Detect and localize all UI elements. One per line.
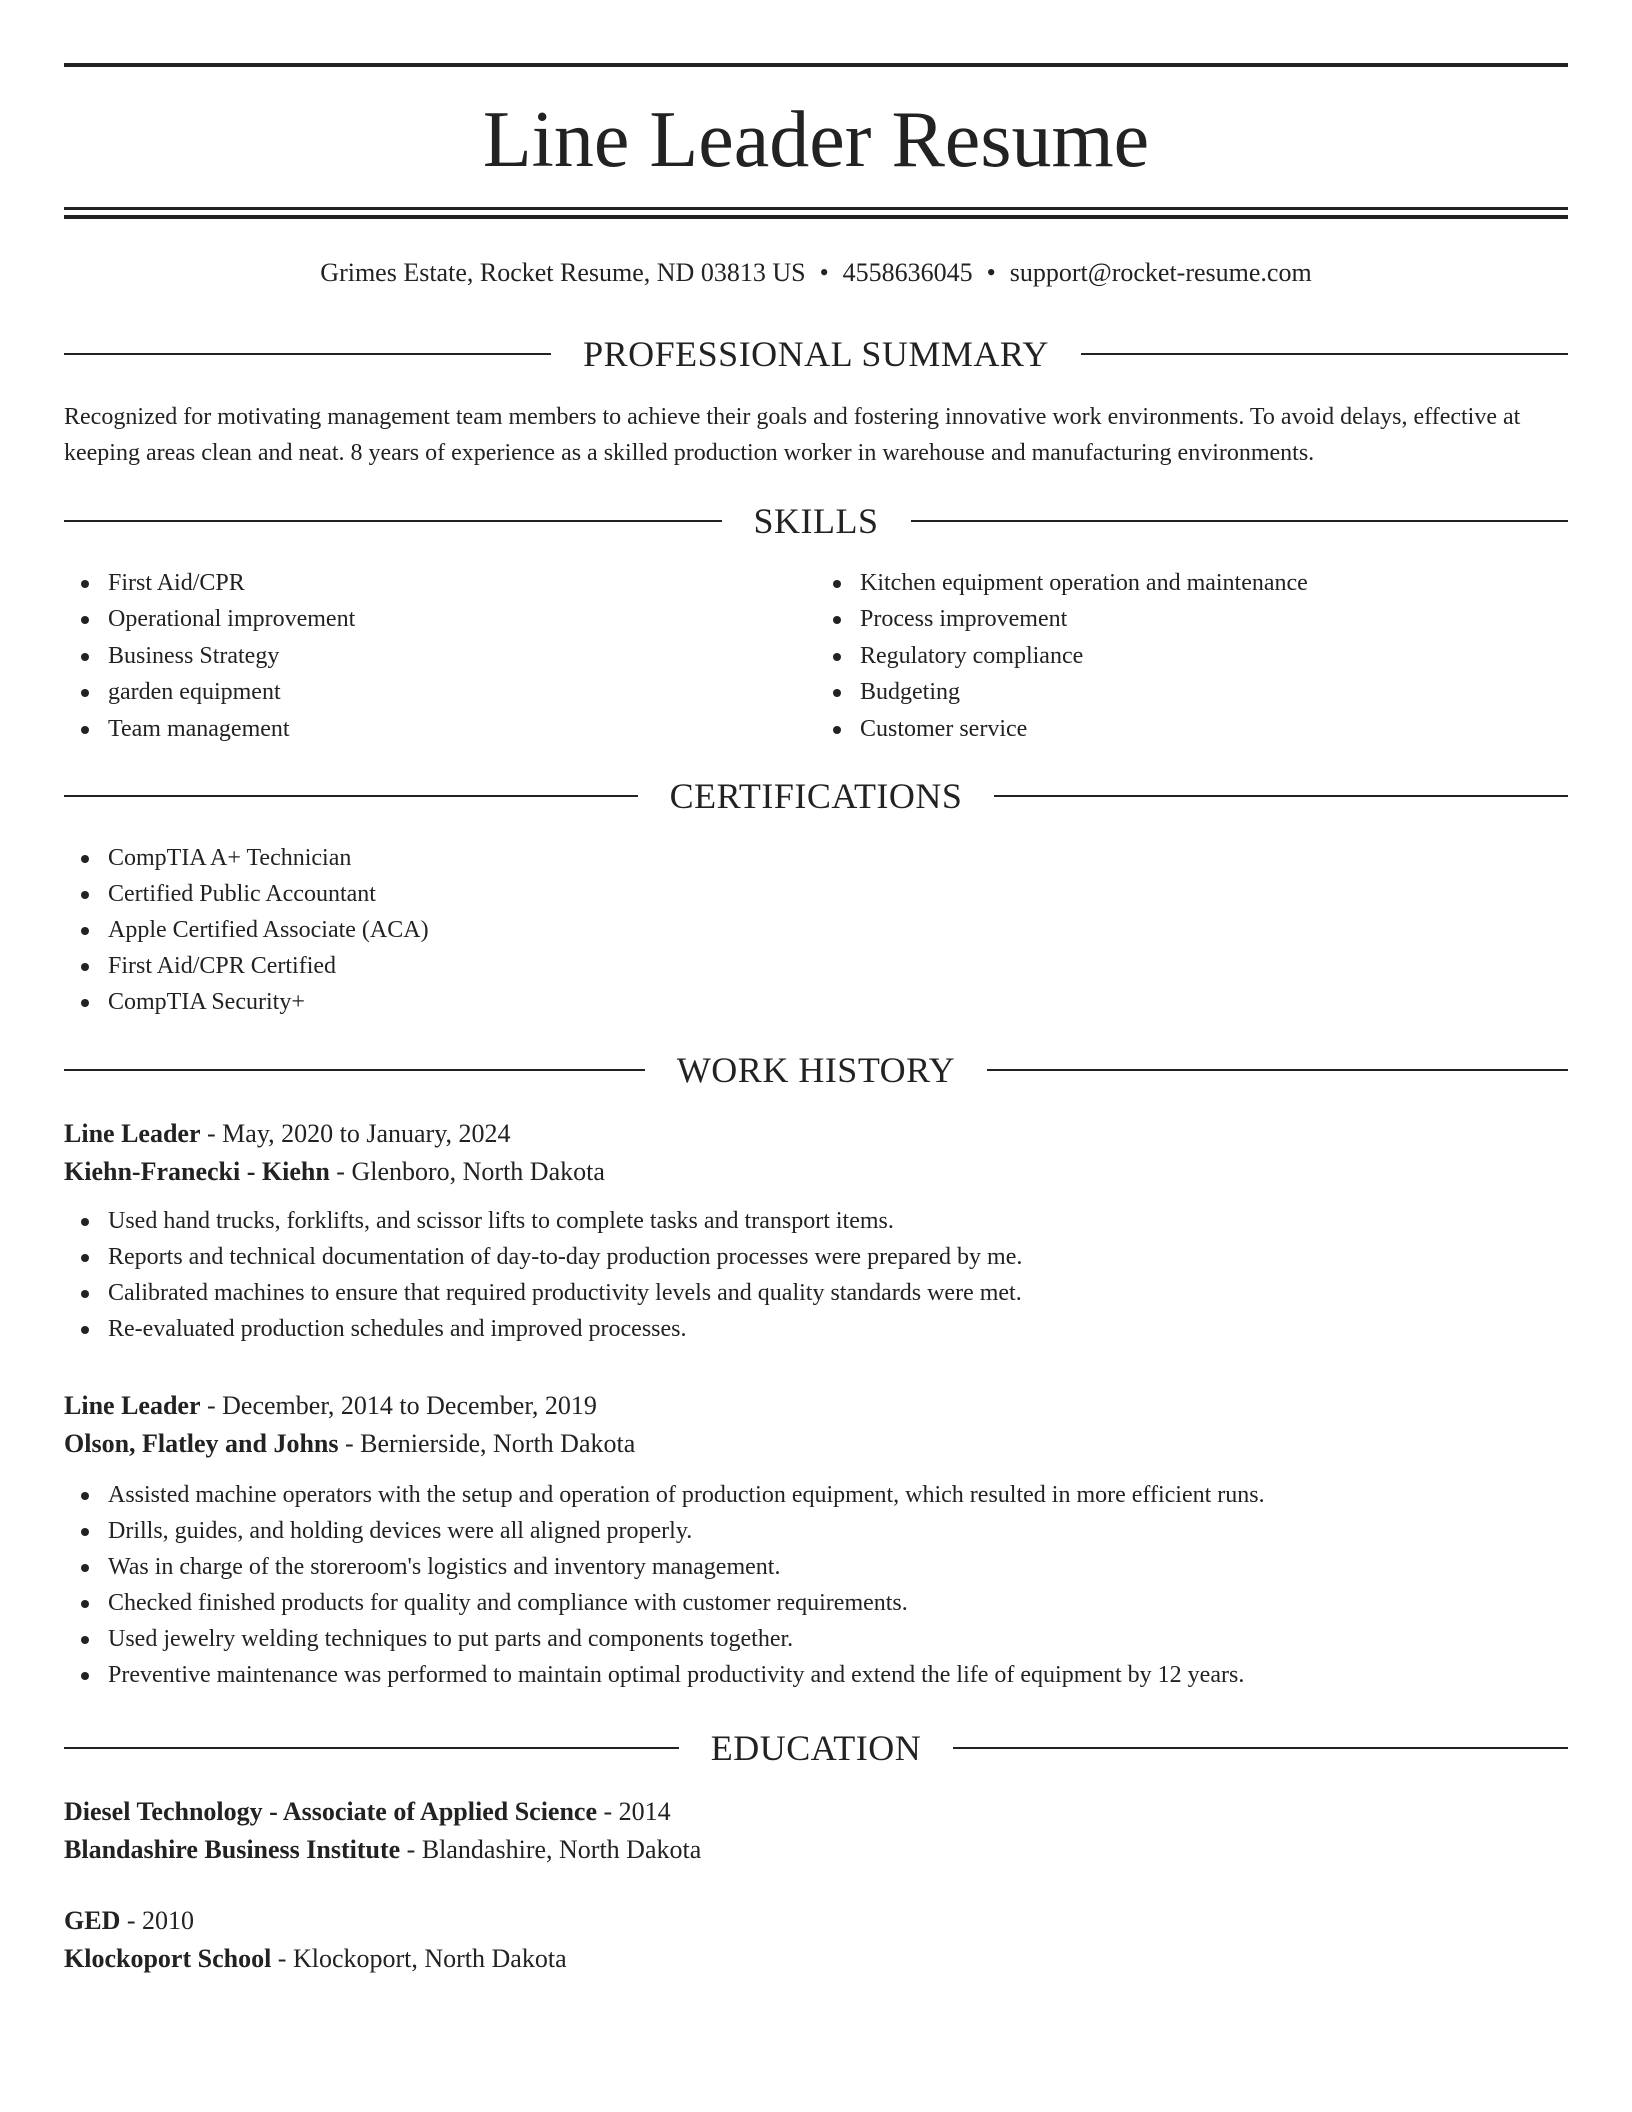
skill-item: Regulatory compliance [816, 638, 1568, 674]
section-header-summary [64, 332, 1568, 376]
section-divider [64, 353, 551, 355]
section-divider [994, 795, 1568, 797]
contact-phone: 4558636045 [842, 258, 973, 287]
job-location: - Bernierside, North Dakota [338, 1429, 636, 1458]
job-title-line [64, 1387, 1568, 1425]
job-title-line [64, 1115, 1568, 1153]
section-header-certifications [64, 774, 1568, 818]
job-title: Line Leader [64, 1119, 201, 1148]
education-school-line [64, 1831, 1568, 1869]
section-header-skills [64, 499, 1568, 543]
education-degree: GED [64, 1906, 121, 1935]
contact-line [64, 255, 1568, 291]
section-title: SKILLS [753, 501, 879, 541]
certification-item: First Aid/CPR Certified [64, 948, 1568, 984]
education-school-line [64, 1940, 1568, 1978]
skill-item: First Aid/CPR [64, 565, 816, 601]
duty-item: Re-evaluated production schedules and improved processes. [64, 1311, 1568, 1347]
certification-item: CompTIA Security+ [64, 984, 1568, 1020]
duty-item: Checked finished products for quality and compliance with customer requirements. [64, 1585, 1568, 1621]
skill-item: Business Strategy [64, 638, 816, 674]
education-year: - 2010 [120, 1906, 195, 1935]
title-rule-upper [64, 207, 1568, 210]
skills-list [64, 565, 1568, 747]
section-title: PROFESSIONAL SUMMARY [583, 334, 1049, 374]
duty-item: Calibrated machines to ensure that required productivity levels and quality standards were met. [64, 1275, 1568, 1311]
duty-item: Preventive maintenance was performed to maintain optimal productivity and extend the life of equipment by 12 years. [64, 1657, 1568, 1693]
job-company-line [64, 1425, 1568, 1463]
section-divider [953, 1747, 1568, 1749]
job-company: Olson, Flatley and Johns [64, 1429, 339, 1458]
section-divider [1081, 353, 1568, 355]
work-entry [64, 1387, 1568, 1693]
skill-item: Customer service [816, 711, 1568, 747]
duty-item: Was in charge of the storeroom's logistics and inventory management. [64, 1549, 1568, 1585]
skill-item: Kitchen equipment operation and maintenance [816, 565, 1568, 601]
contact-address: Grimes Estate, Rocket Resume, ND 03813 US [320, 258, 806, 287]
job-dates: - May, 2020 to January, 2024 [200, 1119, 511, 1148]
education-location: - Blandashire, North Dakota [400, 1835, 702, 1864]
duty-item: Assisted machine operators with the setup and operation of production equipment, which resulted in more efficient runs. [64, 1477, 1568, 1513]
skill-item: Operational improvement [64, 601, 816, 637]
education-entry [64, 1902, 1568, 1978]
duty-item: Drills, guides, and holding devices were all aligned properly. [64, 1513, 1568, 1549]
job-company: Kiehn-Franecki - Kiehn [64, 1157, 330, 1186]
work-entry [64, 1115, 1568, 1347]
contact-separator: • [819, 258, 829, 287]
education-year: - 2014 [597, 1797, 671, 1826]
job-dates: - December, 2014 to December, 2019 [200, 1391, 597, 1420]
skills-column-left [64, 565, 816, 747]
section-title: WORK HISTORY [676, 1050, 956, 1090]
skills-column-right [816, 565, 1568, 747]
section-divider [64, 520, 722, 522]
education-degree-line [64, 1902, 1568, 1940]
section-header-education [64, 1726, 1568, 1770]
summary-text: Recognized for motivating management team members to achieve their goals and fostering innovative work environments. To avoid delays, effective at keeping areas clean and neat. 8 years of experience as a skilled production worker in warehouse and manufacturing environments. [64, 404, 1521, 466]
section-divider [64, 1069, 645, 1071]
skill-item: Team management [64, 711, 816, 747]
contact-email: support@rocket-resume.com [1009, 258, 1312, 287]
duty-item: Reports and technical documentation of day-to-day production processes were prepared by me. [64, 1239, 1568, 1275]
education-location: - Klockoport, North Dakota [271, 1944, 567, 1973]
section-header-work-history [64, 1048, 1568, 1092]
job-company-line [64, 1153, 1568, 1191]
education-school: Klockoport School [64, 1944, 272, 1973]
education-entry [64, 1793, 1568, 1869]
section-divider [911, 520, 1569, 522]
duty-item: Used hand trucks, forklifts, and scissor lifts to complete tasks and transport items. [64, 1203, 1568, 1239]
certification-item: Certified Public Accountant [64, 876, 1568, 912]
top-rule [64, 63, 1568, 67]
certification-item: Apple Certified Associate (ACA) [64, 912, 1568, 948]
section-title: CERTIFICATIONS [669, 776, 963, 816]
duty-item: Used jewelry welding techniques to put parts and components together. [64, 1621, 1568, 1657]
education-degree-line [64, 1793, 1568, 1831]
title-rule-lower [64, 215, 1568, 219]
skill-item: garden equipment [64, 674, 816, 710]
section-divider [64, 795, 638, 797]
job-duties [64, 1477, 1568, 1693]
job-title: Line Leader [64, 1391, 201, 1420]
page-title: Line Leader Resume [482, 96, 1150, 184]
certifications-list [64, 840, 1568, 1020]
certification-item: CompTIA A+ Technician [64, 840, 1568, 876]
section-divider [987, 1069, 1568, 1071]
skill-item: Process improvement [816, 601, 1568, 637]
contact-separator: • [986, 258, 996, 287]
job-location: - Glenboro, North Dakota [329, 1157, 605, 1186]
education-degree: Diesel Technology - Associate of Applied Science [64, 1797, 597, 1826]
section-divider [64, 1747, 679, 1749]
education-school: Blandashire Business Institute [64, 1835, 401, 1864]
job-duties [64, 1203, 1568, 1347]
skill-item: Budgeting [816, 674, 1568, 710]
section-title: EDUCATION [710, 1728, 922, 1768]
